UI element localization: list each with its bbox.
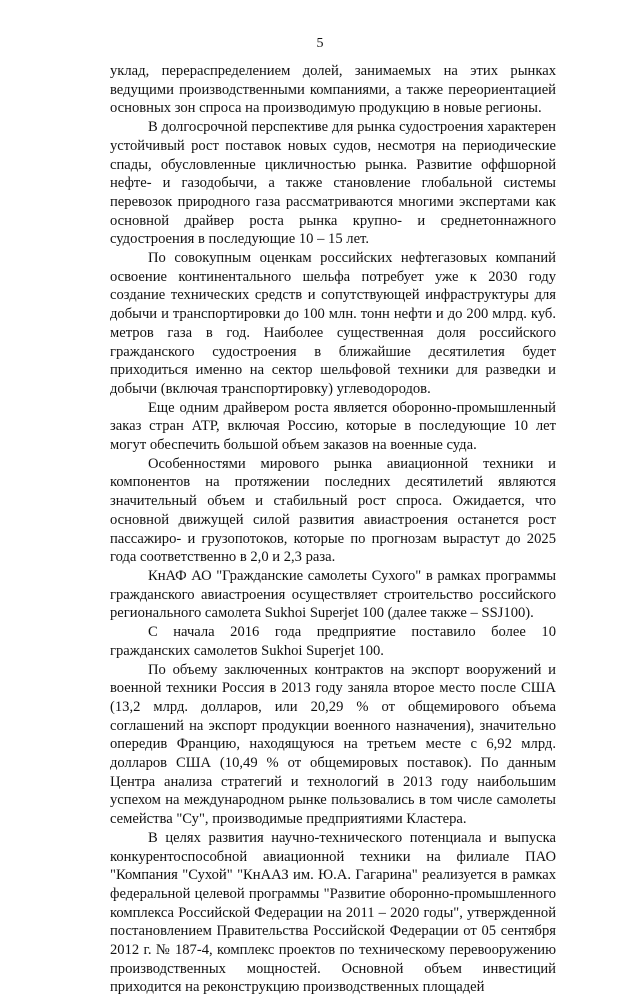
paragraph-3: По совокупным оценкам российских нефтегазовых компаний освоение континентального шельфа потребует уже к 2030 году создание технических средств и сопутствующей инфраструктуры для добычи и транспортировки до 100 млн. тонн нефти и до 200 млрд. куб. метров газа в год. Наиболее существенная доля российского гражданского судостроения в ближайшие десятилетия будет приходиться именно на сектор шельфовой техники для разведки и добычи (включая транспортировку) углеводородов.	[110, 250, 556, 397]
page-number: 5	[316, 36, 324, 51]
paragraph-8: По объему заключенных контрактов на экспорт вооружений и военной техники Россия в 2013 году заняла второе место после США (13,2 млрд. долларов, или 20,29 % от общемирового объема соглашений на экспорт продукции военного назначения), значительно опередив Францию, находящуюся на третьем месте с 6,92 млрд. долларов США (10,49 % от общемировых поставок). По данным Центра анализа стратегий и технологий в 2013 году наибольшим успехом на международном рынке пользовались в том числе самолеты семейства "Су", производимые предприятиями Кластера.	[110, 661, 556, 828]
paragraph-1: уклад, перераспределением долей, занимаемых на этих рынках ведущими производственными компаниями, а также переориентацией основных зон спроса на производимую продукцию в новые регионы.	[110, 63, 556, 117]
paragraph-5: Особенностями мирового рынка авиационной техники и компонентов на протяжении последних десятилетий являются значительный объем и стабильный рост спроса. Ожидается, что основной движущей силой развития авиастроения останется рост пассажиро- и грузопотоков, которые по прогнозам вырастут до 2025 года соответственно в 2,0 и 2,3 раза.	[110, 455, 556, 566]
document-body	[110, 62, 556, 997]
paragraph-6: КнАФ АО "Гражданские самолеты Сухого" в рамках программы гражданского авиастроения осуществляет строительство российского регионального самолета Sukhoi Superjet 100 (далее также – SSJ100).	[110, 567, 556, 622]
paragraph-2: В долгосрочной перспективе для рынка судостроения характерен устойчивый рост поставок новых судов, несмотря на периодические спады, обусловленные цикличностью рынка. Развитие оффшорной нефте- и газодобычи, а также становление глобальной системы перевозок природного газа рассматриваются многими экспертами как основной драйвер роста рынка крупно- и среднетоннажного судостроения в последующие 10 – 15 лет.	[110, 119, 556, 248]
paragraph-9: В целях развития научно-технического потенциала и выпуска конкурентоспособной авиационной техники на филиале ПАО "Компания "Сухой" "КнААЗ им. Ю.А. Гагарина" реализуется в рамках федеральной целевой программы "Развитие оборонно-промышленного комплекса Российской Федерации на 2011 – 2020 годы", утвержденной постановлением Правительства Российской Федерации от 05 сентября 2012 г. № 187-4, комплекс проектов по техническому перевооружению производственных мощностей. Основной объем инвестиций приходится на реконструкцию производственных площадей	[110, 829, 556, 996]
paragraph-7: С начала 2016 года предприятие поставило более 10 гражданских самолетов Sukhoi Superjet 100.	[110, 624, 556, 659]
paragraph-4: Еще одним драйвером роста является оборонно-промышленный заказ стран АТР, включая Россию, которые в последующие 10 лет могут обеспечить большой объем заказов на военные суда.	[110, 399, 556, 454]
